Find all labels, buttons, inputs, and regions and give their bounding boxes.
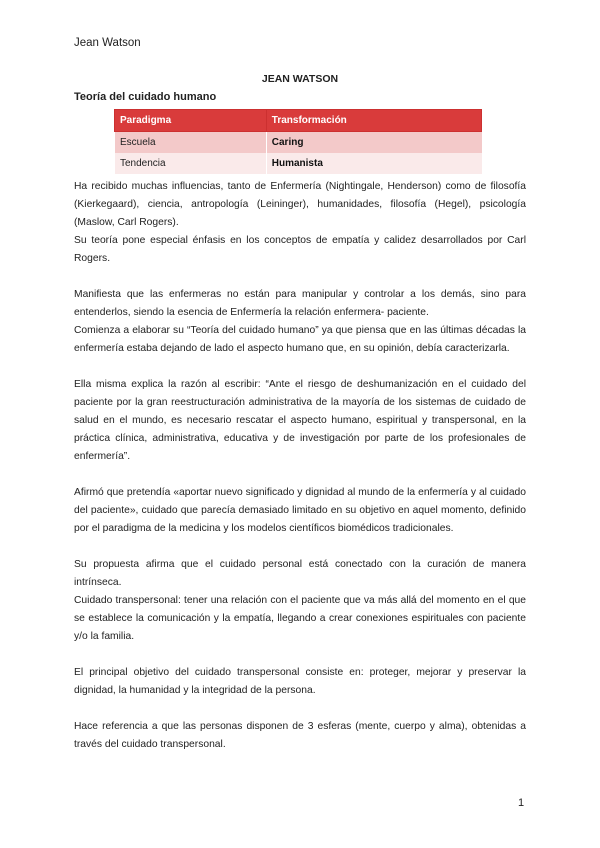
table-row (115, 132, 482, 154)
page-number: 1 (518, 797, 525, 809)
table-row (115, 153, 482, 174)
table-header-row (115, 110, 482, 132)
page-header: Jean Watson (74, 37, 141, 49)
paragraph: Cuidado transpersonal: tener una relación con el paciente que va más allá del momento en el que se establece la comunicación y la empatía, llegando a crear conexiones espirituales con paciente y/o la familia. (74, 595, 526, 642)
paragraph: Comienza a elaborar su “Teoría del cuidado humano” ya que piensa que en las últimas décadas la enfermería estaba dejando de lado el aspecto humano que, en su opinión, debía caracterizarla. (74, 325, 526, 354)
table-header-cell: Transformación (266, 110, 481, 132)
paragraph: Su teoría pone especial énfasis en los conceptos de empatía y calidez desarrollados por Carl Rogers. (74, 235, 526, 264)
paragraph: Manifiesta que las enfermeras no están para manipular y controlar a los demás, sino para entenderlos, siendo la esencia de Enfermería la relación enfermera- paciente. (74, 289, 526, 318)
table-cell: Caring (266, 132, 481, 154)
paragraph: Ella misma explica la razón al escribir: “Ante el riesgo de deshumanización en el cuidado del paciente por la gran reestructuración administrativa de la mayoría de los sistemas de cuidado de salud en el mundo, es necesario rescatar el aspecto humano, espiritual y transpersonal, en la práctica clínica, administrativa, educativa y de investigación por parte de los profesionales de enfermería”. (74, 379, 526, 462)
section-subtitle: Teoría del cuidado humano (74, 91, 217, 103)
body-text (74, 178, 526, 754)
paragraph: Hace referencia a que las personas disponen de 3 esferas (mente, cuerpo y alma), obtenidas a través del cuidado transpersonal. (74, 721, 526, 750)
table-header-cell: Paradigma (115, 110, 267, 132)
paragraph: El principal objetivo del cuidado transpersonal consiste en: proteger, mejorar y preservar la dignidad, la humanidad y la integridad de la persona. (74, 667, 526, 696)
paragraph: Su propuesta afirma que el cuidado personal está conectado con la curación de manera intrínseca. (74, 559, 526, 588)
document-title: JEAN WATSON (261, 73, 339, 85)
table-cell: Tendencia (115, 153, 267, 174)
paradigm-table (114, 109, 482, 174)
table-cell: Escuela (115, 132, 267, 154)
paragraph: Afirmó que pretendía «aportar nuevo significado y dignidad al mundo de la enfermería y al cuidado del paciente», cuidado que parecía demasiado limitado en su objetivo en aquel momento, definido por el paradigma de la medicina y los modelos científicos biomédicos tradicionales. (74, 487, 526, 534)
paragraph: Ha recibido muchas influencias, tanto de Enfermería (Nightingale, Henderson) como de filosofía (Kierkegaard), ciencia, antropología (Leininger), humanidades, filosofía (Hegel), psicología (Maslow, Carl Rogers). (74, 181, 526, 228)
table-cell: Humanista (266, 153, 481, 174)
